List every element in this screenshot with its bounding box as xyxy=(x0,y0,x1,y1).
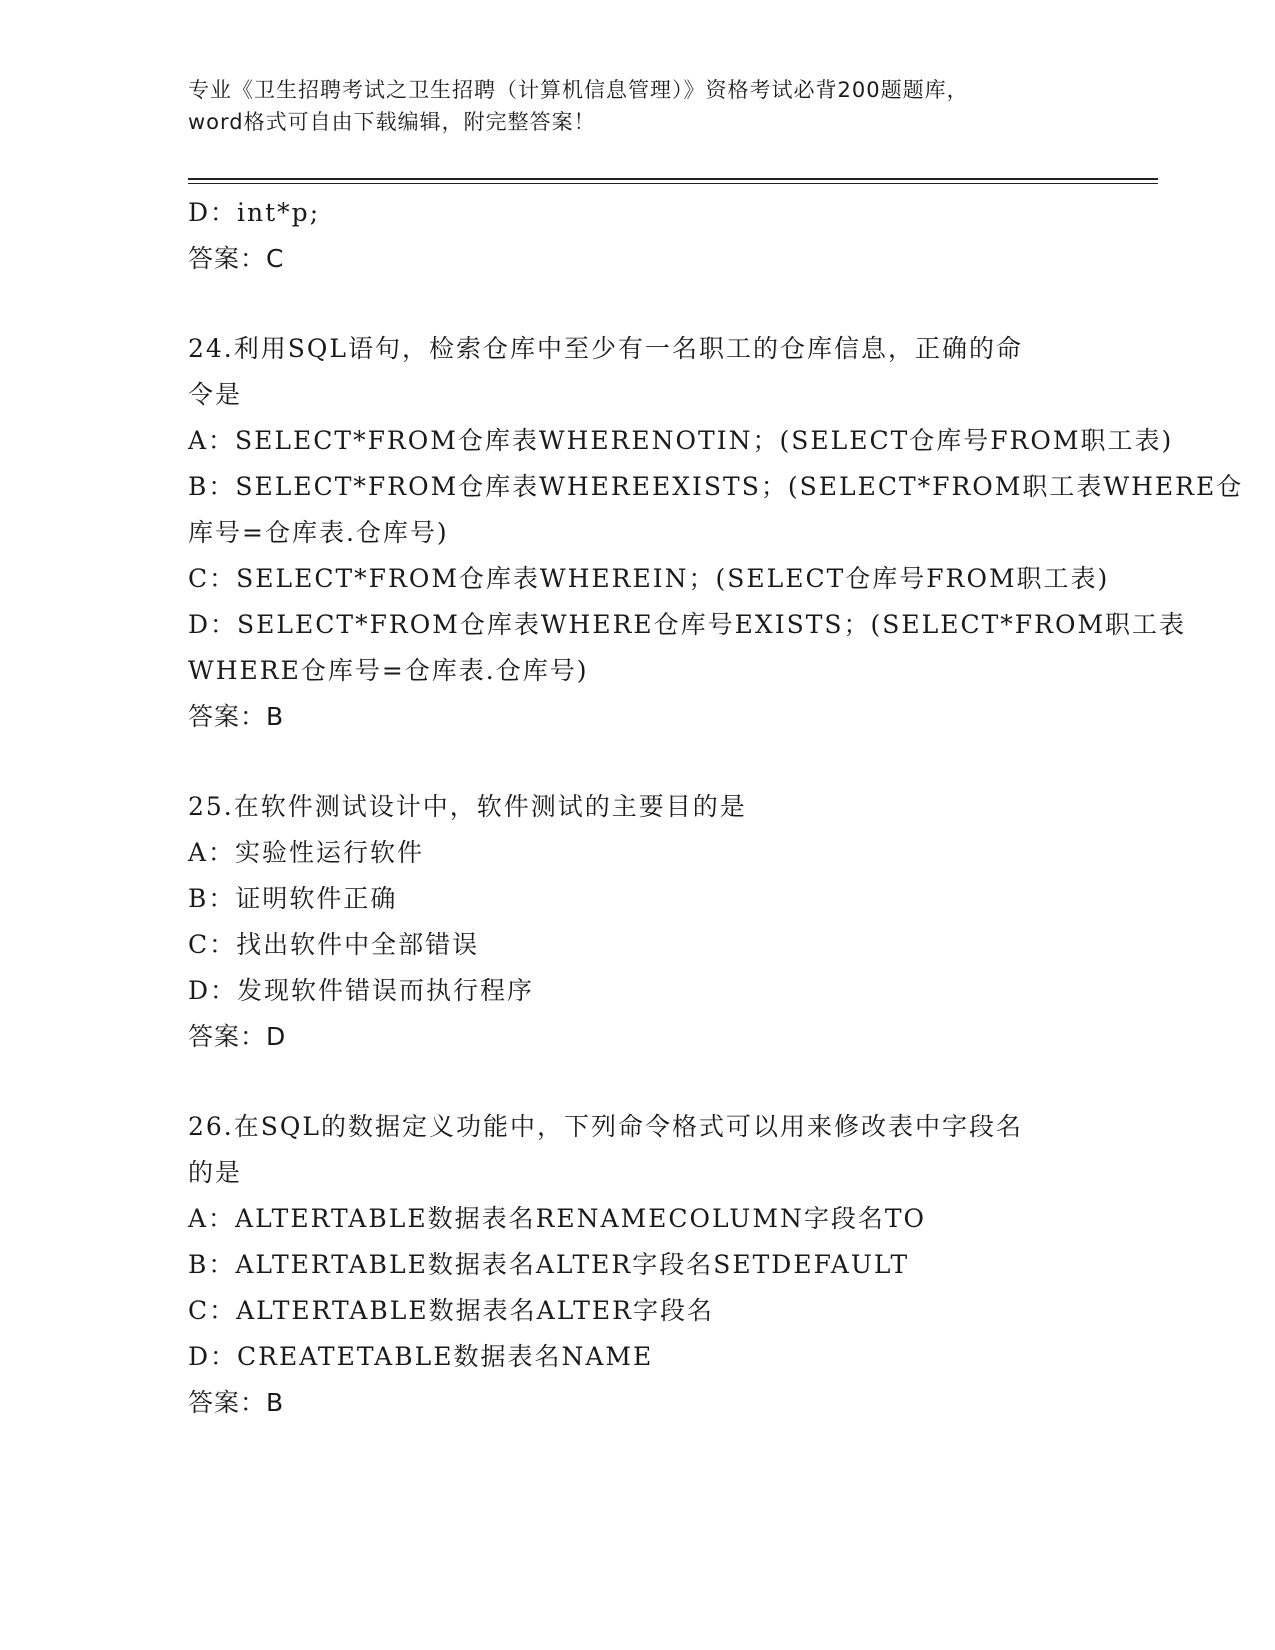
question-stem: 25.在软件测试设计中，软件测试的主要目的是 xyxy=(188,792,747,821)
option-d: D：SELECT*FROM仓库表WHERE仓库号EXISTS；(SELECT*FROM职工表 xyxy=(188,610,1187,639)
option-c: C：ALTERTABLE数据表名ALTER字段名 xyxy=(188,1296,715,1325)
document-body xyxy=(188,190,1244,1426)
option-d: D：发现软件错误而执行程序 xyxy=(188,976,535,1005)
question-25 xyxy=(188,784,1088,1060)
option-c: C：找出软件中全部错误 xyxy=(188,930,480,959)
previous-question-tail xyxy=(188,190,1088,282)
question-24 xyxy=(188,326,1244,740)
answer-line: 答案：C xyxy=(188,244,285,273)
option-d: D：int*p; xyxy=(188,198,321,227)
option-b: B：ALTERTABLE数据表名ALTER字段名SETDEFAULT xyxy=(188,1250,910,1279)
option-d: D：CREATETABLE数据表名NAME xyxy=(188,1342,654,1371)
header-line-1: 专业《卫生招聘考试之卫生招聘（计算机信息管理）》资格考试必背200题题库， xyxy=(188,78,969,102)
question-26 xyxy=(188,1104,1088,1426)
question-stem: 24.利用SQL语句，检索仓库中至少有一名职工的仓库信息，正确的命 xyxy=(188,334,1023,363)
option-b-continued: 库号=仓库表.仓库号) xyxy=(188,518,449,547)
answer-line: 答案：B xyxy=(188,702,285,731)
option-c: C：SELECT*FROM仓库表WHEREIN；(SELECT仓库号FROM职工表) xyxy=(188,564,1110,593)
question-stem-continued: 令是 xyxy=(188,380,243,409)
option-d-continued: WHERE仓库号=仓库表.仓库号) xyxy=(188,656,589,685)
option-a: A：SELECT*FROM仓库表WHERENOTIN；(SELECT仓库号FROM职工表) xyxy=(188,426,1174,455)
option-b: B：SELECT*FROM仓库表WHEREEXISTS；(SELECT*FROM职工表WHERE仓 xyxy=(188,472,1244,501)
header-line-2: word格式可自由下载编辑，附完整答案！ xyxy=(188,110,596,134)
option-b: B：证明软件正确 xyxy=(188,884,398,913)
header-divider-thin xyxy=(188,183,1158,184)
answer-line: 答案：B xyxy=(188,1388,285,1417)
header-divider-thick xyxy=(188,178,1158,180)
option-a: A：ALTERTABLE数据表名RENAMECOLUMN字段名TO xyxy=(188,1204,926,1233)
question-stem-continued: 的是 xyxy=(188,1158,243,1187)
option-a: A：实验性运行软件 xyxy=(188,838,425,867)
question-stem: 26.在SQL的数据定义功能中，下列命令格式可以用来修改表中字段名 xyxy=(188,1112,1023,1141)
document-header xyxy=(188,74,1088,138)
answer-line: 答案：D xyxy=(188,1022,287,1051)
